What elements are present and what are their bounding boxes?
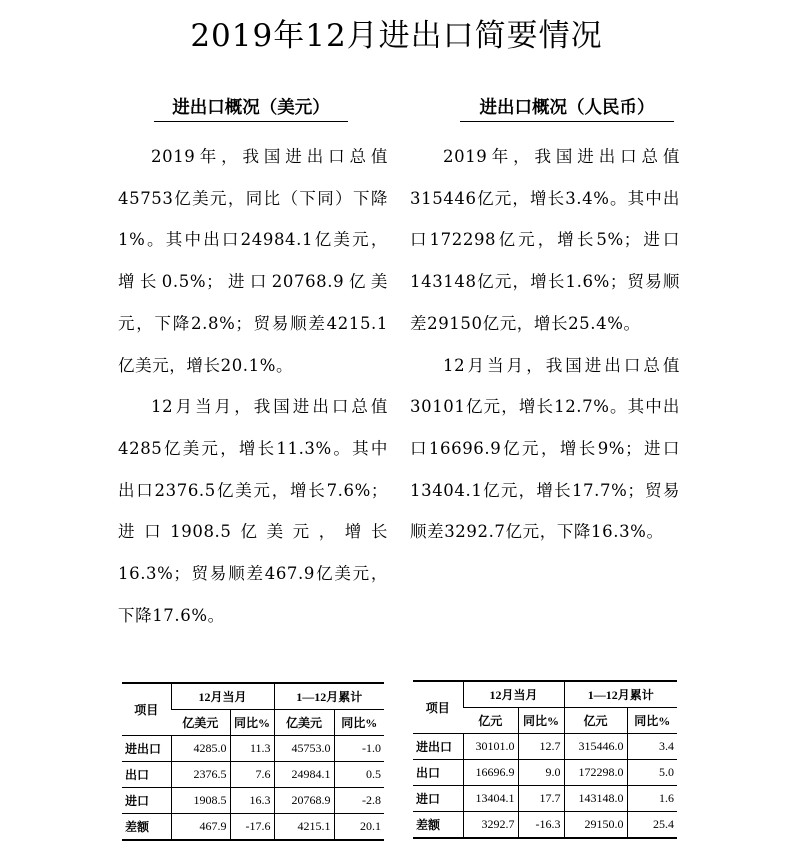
month-yoy: 11.3 [230,736,274,762]
cumulative-value: 29150.0 [564,812,627,839]
table-row [122,814,384,841]
table-subheader-yoy: 同比% [518,708,564,734]
table-subheader-value: 亿元 [463,708,518,734]
row-label: 进出口 [413,734,463,760]
cumulative-yoy: 20.1 [334,814,384,841]
month-yoy: 16.3 [230,788,274,814]
cumulative-yoy: -2.8 [334,788,384,814]
cumulative-value: 20768.9 [274,788,334,814]
rmb-overview-heading: 进出口概况（人民币） [460,96,674,122]
month-yoy: 7.6 [230,762,274,788]
rmb-paragraph-annual: 2019年，我国进出口总值315446亿元，增长3.4%。其中出口172298亿元，增长5%；进口143148亿元，增长1.6%；贸易顺差29150亿元，增长25.4%。 [410,147,680,333]
cumulative-yoy: 3.4 [627,734,677,760]
cumulative-value: 24984.1 [274,762,334,788]
table-subheader-value: 亿元 [564,708,627,734]
row-label: 出口 [122,762,171,788]
rmb-paragraph-december: 12月当月，我国进出口总值30101亿元，增长12.7%。其中出口16696.9亿元，增长9%；进口13404.1亿元，增长17.7%；贸易顺差3292.7亿元，下降16.3%。 [410,355,680,542]
table-header-cumulative: 1—12月累计 [564,681,677,708]
table-row [122,788,384,814]
table-header-item: 项目 [122,683,171,736]
row-label: 出口 [413,760,463,786]
table-header-item: 项目 [413,681,463,734]
month-yoy: 9.0 [518,760,564,786]
rmb-overview-section [410,96,680,553]
month-value: 30101.0 [463,734,518,760]
month-value: 1908.5 [171,788,230,814]
month-value: 3292.7 [463,812,518,839]
row-label: 差额 [122,814,171,841]
table-row [413,760,677,786]
table-row [413,786,677,812]
usd-overview-section [118,96,388,636]
table-subheader-value: 亿美元 [274,710,334,736]
month-value: 16696.9 [463,760,518,786]
table-subheader-value: 亿美元 [171,710,230,736]
table-row [413,812,677,839]
page-title: 2019年12月进出口简要情况 [190,18,603,54]
month-yoy: -16.3 [518,812,564,839]
rmb-summary-table [413,680,677,839]
month-value: 467.9 [171,814,230,841]
cumulative-value: 143148.0 [564,786,627,812]
cumulative-value: 4215.1 [274,814,334,841]
table-subheader-yoy: 同比% [334,710,384,736]
month-value: 4285.0 [171,736,230,762]
table-subheader-yoy: 同比% [230,710,274,736]
row-label: 差额 [413,812,463,839]
cumulative-yoy: 1.6 [627,786,677,812]
usd-paragraph-december: 12月当月，我国进出口总值4285亿美元，增长11.3%。其中出口2376.5亿美元，增长7.6%；进口1908.5亿美元，增长16.3%；贸易顺差467.9亿美元，下降17.6%。 [118,397,388,625]
cumulative-yoy: 25.4 [627,812,677,839]
table-row [122,736,384,762]
month-value: 2376.5 [171,762,230,788]
cumulative-value: 45753.0 [274,736,334,762]
cumulative-yoy: 0.5 [334,762,384,788]
table-row [413,734,677,760]
cumulative-yoy: -1.0 [334,736,384,762]
row-label: 进口 [413,786,463,812]
cumulative-yoy: 5.0 [627,760,677,786]
table-header-month: 12月当月 [171,683,274,710]
table-header-cumulative: 1—12月累计 [274,683,384,710]
row-label: 进口 [122,788,171,814]
cumulative-value: 315446.0 [564,734,627,760]
month-yoy: 17.7 [518,786,564,812]
month-yoy: 12.7 [518,734,564,760]
table-row [122,762,384,788]
table-header-month: 12月当月 [463,681,564,708]
usd-summary-table [122,682,384,841]
row-label: 进出口 [122,736,171,762]
usd-overview-heading: 进出口概况（美元） [154,96,348,122]
table-subheader-yoy: 同比% [627,708,677,734]
cumulative-value: 172298.0 [564,760,627,786]
month-value: 13404.1 [463,786,518,812]
month-yoy: -17.6 [230,814,274,841]
usd-paragraph-annual: 2019年，我国进出口总值45753亿美元，同比（下同）下降1%。其中出口24984.1亿美元，增长0.5%；进口20768.9亿美元，下降2.8%；贸易顺差4215.1亿美元，增长20.1%。 [118,147,388,375]
